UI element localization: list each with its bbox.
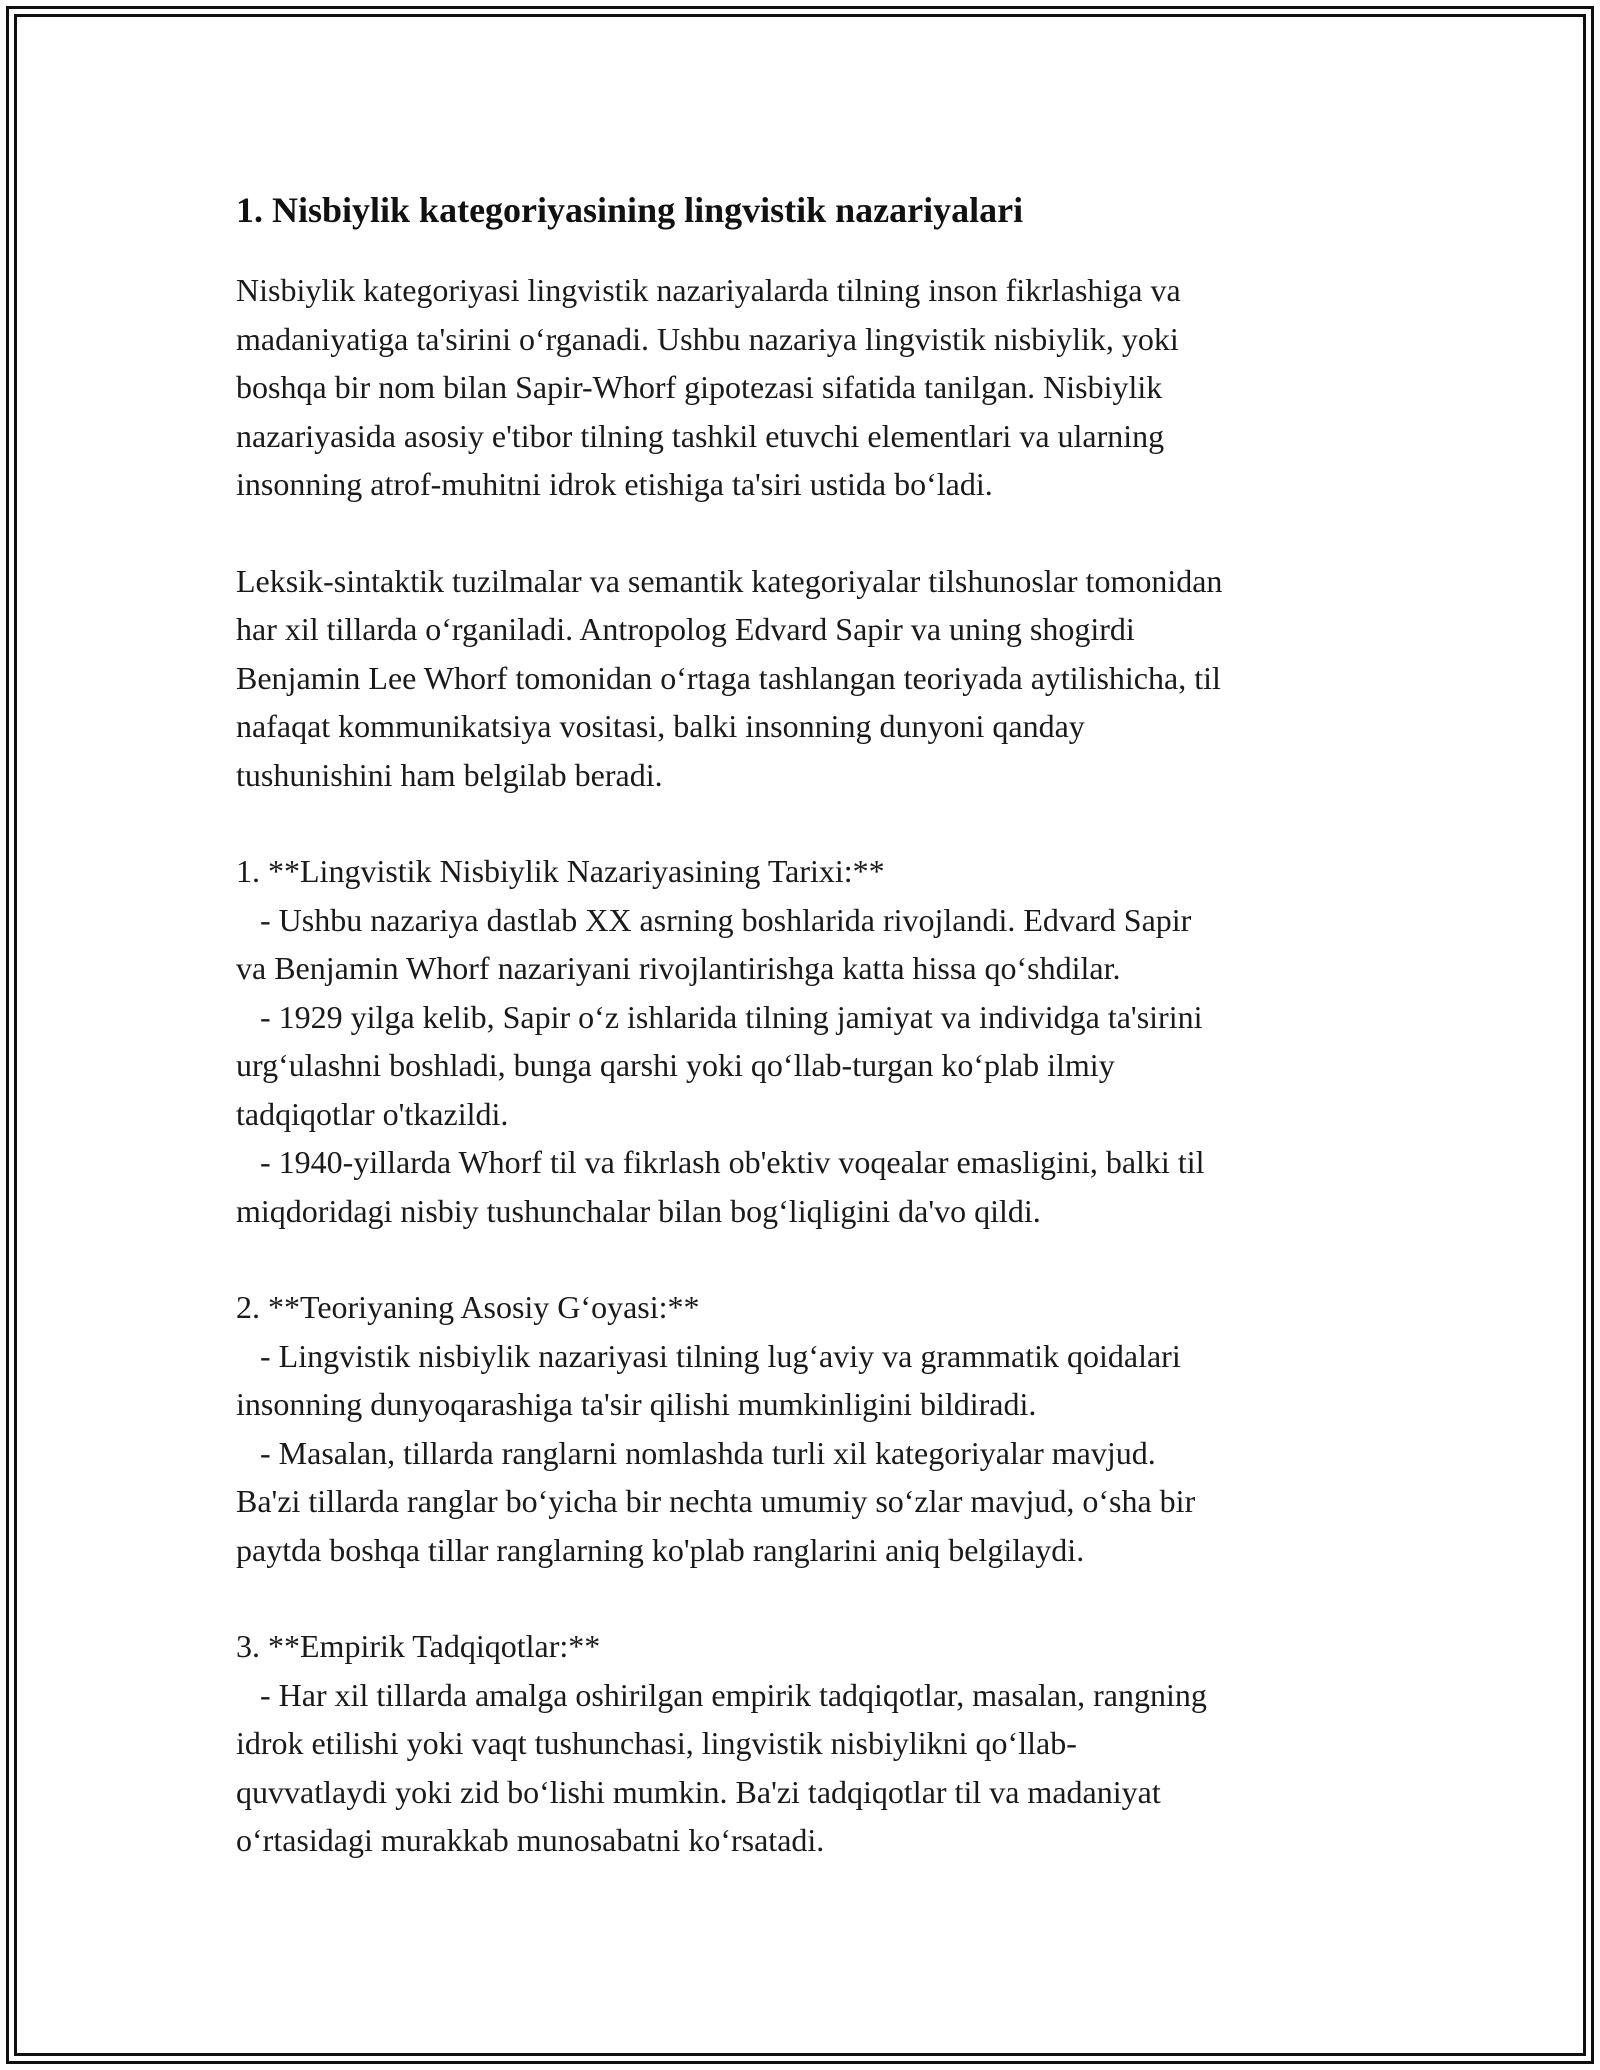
section-main-idea <box>236 1283 1376 1574</box>
text-line: tushunishini ham belgilab beradi. <box>236 756 663 793</box>
paragraph-intro <box>236 266 1376 509</box>
document-heading: 1. Nisbiylik kategoriyasining lingvistik nazariyalari <box>236 190 1024 230</box>
section-empirical-research <box>236 1622 1376 1865</box>
paragraph-sapir-whorf <box>236 557 1376 800</box>
text-line: Nisbiylik kategoriyasi lingvistik nazariyalarda tilning inson fikrlashiga va <box>236 272 1181 308</box>
text-line: Ba'zi tillarda ranglar boʻyicha bir nechta umumiy soʻzlar mavjud, oʻsha bir <box>236 1483 1196 1519</box>
text-line: - Ushbu nazariya dastlab XX asrning boshlarida rivojlandi. Edvard Sapir <box>236 901 1192 938</box>
text-line: tadqiqotlar o'tkazildi. <box>236 1095 509 1132</box>
text-line: Benjamin Lee Whorf tomonidan oʻrtaga tashlangan teoriyada aytilishicha, til <box>236 659 1221 696</box>
text-line: madaniyatiga ta'sirini oʻrganadi. Ushbu nazariya lingvistik nisbiylik, yoki <box>236 320 1179 357</box>
text-line: - Masalan, tillarda ranglarni nomlashda turli xil kategoriyalar mavjud. <box>236 1434 1156 1471</box>
text-line: - 1929 yilga kelib, Sapir oʻz ishlarida tilning jamiyat va individga ta'sirini <box>236 998 1203 1035</box>
text-line: nafaqat kommunikatsiya vositasi, balki insonning dunyoni qanday <box>236 708 1085 744</box>
section-title: 2. **Teoriyaning Asosiy Gʻoyasi:** <box>236 1289 700 1325</box>
text-line: va Benjamin Whorf nazariyani rivojlantirishga katta hissa qoʻshdilar. <box>236 950 1121 986</box>
text-line: paytda boshqa tillar ranglarning ko'plab ranglarini aniq belgilaydi. <box>236 1531 1085 1568</box>
text-line: - Har xil tillarda amalga oshirilgan empirik tadqiqotlar, masalan, rangning <box>236 1676 1207 1713</box>
text-line: nazariyasida asosiy e'tibor tilning tashkil etuvchi elementlari va ularning <box>236 417 1165 454</box>
text-line: boshqa bir nom bilan Sapir-Whorf gipotezasi sifatida tanilgan. Nisbiylik <box>236 369 1163 405</box>
text-line: oʻrtasidagi murakkab munosabatni koʻrsatadi. <box>236 1822 825 1858</box>
text-line: Leksik-sintaktik tuzilmalar va semantik kategoriyalar tilshunoslar tomonidan <box>236 562 1223 599</box>
text-line: quvvatlaydi yoki zid boʻlishi mumkin. Ba'zi tadqiqotlar til va madaniyat <box>236 1773 1161 1810</box>
text-line: har xil tillarda oʻrganiladi. Antropolog Edvard Sapir va uning shogirdi <box>236 611 1135 647</box>
text-line: miqdoridagi nisbiy tushunchalar bilan bogʻliqligini da'vo qildi. <box>236 1192 1041 1229</box>
text-line: - 1940-yillarda Whorf til va fikrlash ob'ektiv voqealar emasligini, balki til <box>236 1144 1205 1180</box>
text-line: urgʻulashni boshladi, bunga qarshi yoki qoʻllab-turgan koʻplab ilmiy <box>236 1047 1115 1083</box>
section-title: 3. **Empirik Tadqiqotlar:** <box>236 1628 601 1664</box>
text-line: - Lingvistik nisbiylik nazariyasi tilning lugʻaviy va grammatik qoidalari <box>236 1337 1181 1374</box>
section-history <box>236 847 1376 1235</box>
text-line: insonning dunyoqarashiga ta'sir qilishi mumkinligini bildiradi. <box>236 1386 1037 1422</box>
section-title: 1. **Lingvistik Nisbiylik Nazariyasining Tarixi:** <box>236 853 885 889</box>
text-line: idrok etilishi yoki vaqt tushunchasi, lingvistik nisbiylikni qoʻllab- <box>236 1725 1077 1761</box>
document-body <box>236 186 1376 1913</box>
text-line: insonning atrof-muhitni idrok etishiga ta'siri ustida boʻladi. <box>236 466 993 502</box>
